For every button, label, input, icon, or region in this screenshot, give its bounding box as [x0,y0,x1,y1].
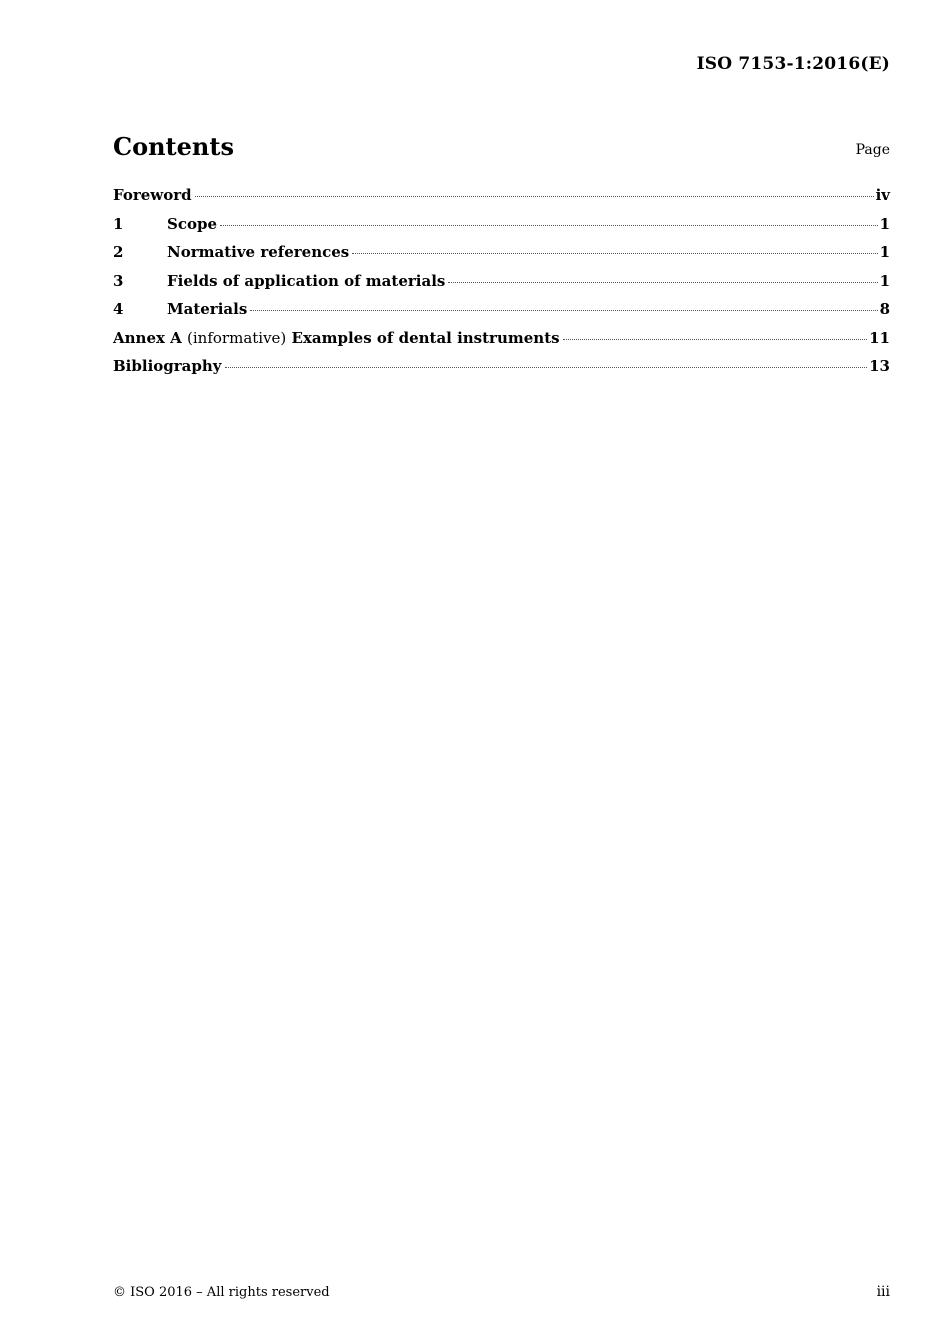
toc-entry-annex-label[interactable] [113,329,560,347]
toc-entry-page[interactable]: 11 [869,328,890,347]
toc-entry-page[interactable]: 1 [879,271,890,290]
copyright-notice: © ISO 2016 – All rights reserved [113,1285,330,1300]
toc-entry-fields-of-application[interactable] [113,272,890,301]
toc-entry-title[interactable]: Materials [167,300,248,318]
document-id: ISO 7153-1:2016(E) [696,54,890,74]
toc-entry-title[interactable]: Fields of application of materials [167,271,446,290]
page-title: Contents [113,132,234,161]
toc-entry-page[interactable]: 8 [879,300,890,318]
toc-entry-title[interactable]: Examples of dental instruments [291,328,560,347]
toc-entry-number: 2 [113,243,124,261]
toc-entry-title[interactable]: Foreword [113,186,192,204]
toc-entry-page[interactable]: 1 [879,243,890,261]
toc-entry-normative-references[interactable] [113,243,890,272]
toc-leader-dots [563,339,868,340]
toc-entry-foreword[interactable] [113,186,890,215]
annex-prefix: Annex A [113,328,182,347]
toc-entry-number: 1 [113,214,124,233]
toc-entry-page[interactable]: iv [875,186,890,204]
table-of-contents [113,186,890,386]
toc-entry-title[interactable]: Normative references [167,243,350,261]
annex-type-note: (informative) [187,328,287,347]
toc-entry-number: 4 [113,300,124,318]
toc-leader-dots [220,225,878,226]
toc-entry-page[interactable]: 1 [879,214,890,233]
page-number: iii [876,1284,890,1300]
toc-entry-title[interactable]: Scope [167,214,218,233]
toc-entry-bibliography[interactable] [113,357,890,386]
toc-entry-materials[interactable] [113,300,890,329]
toc-leader-dots [448,282,877,283]
page-column-label: Page [855,142,890,158]
toc-entry-scope[interactable] [113,215,890,244]
toc-leader-dots [250,310,877,311]
toc-leader-dots [352,253,877,254]
toc-entry-annex-a[interactable] [113,329,890,358]
toc-entry-page[interactable]: 13 [869,357,890,375]
toc-entry-number: 3 [113,271,124,290]
toc-entry-title[interactable]: Bibliography [113,357,222,375]
toc-leader-dots [195,196,874,197]
toc-leader-dots [225,367,868,368]
